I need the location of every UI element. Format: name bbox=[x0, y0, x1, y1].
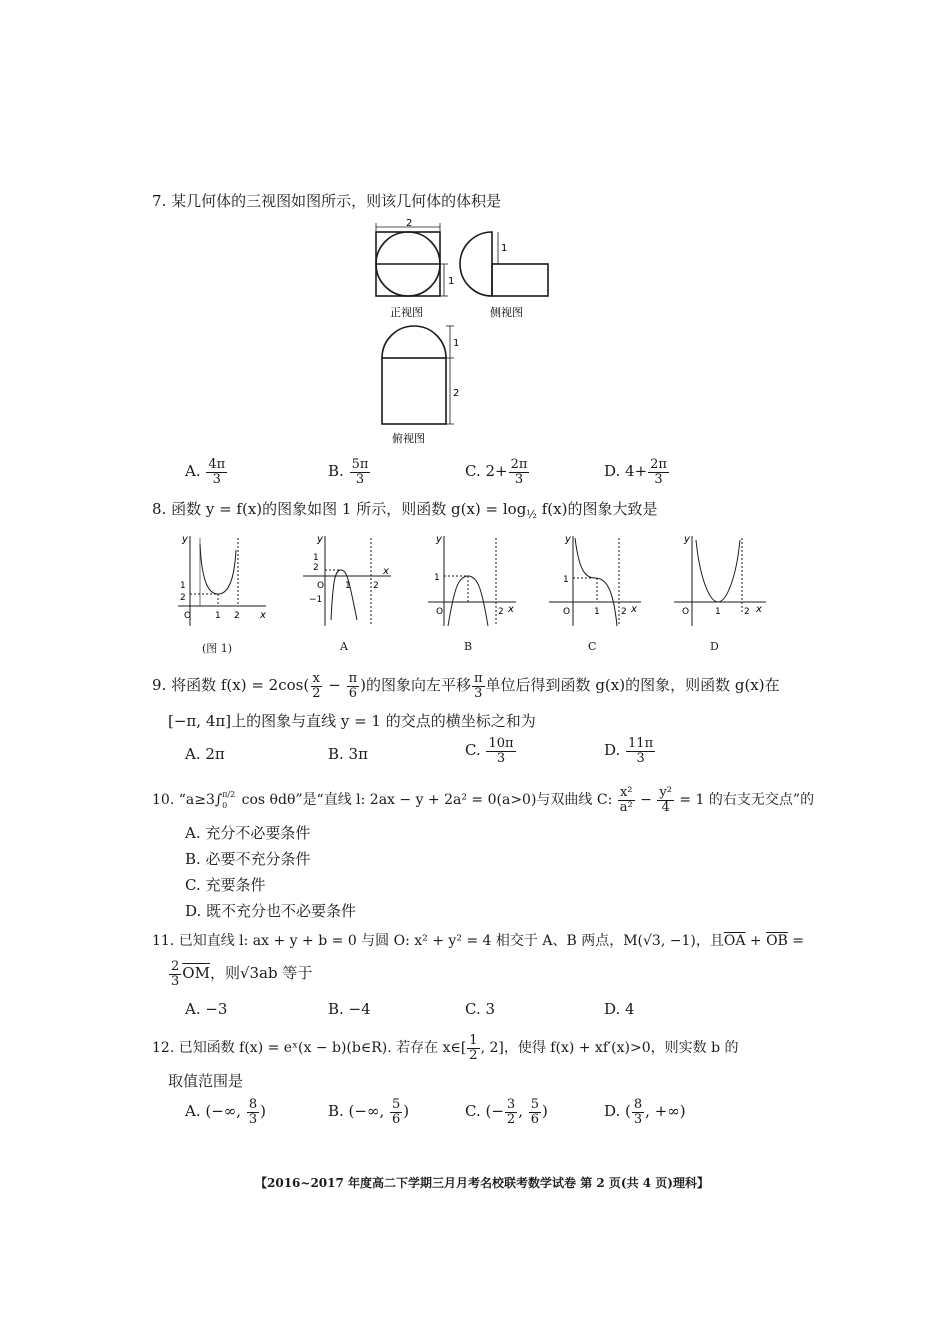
q11-option-a[interactable]: A. −3 bbox=[185, 1000, 228, 1018]
q12-option-c[interactable]: C. (− $\frac{3}{2}$ , $\frac{5}{6}$ ) bbox=[465, 1097, 548, 1127]
q8-graph-c[interactable] bbox=[545, 530, 645, 630]
side-view bbox=[460, 232, 548, 296]
q10-stem: 10. “a≥3∫ π/2 0 cos θdθ”是“直线 l: 2ax − y + 2a² = 0(a>0)与双曲线 C: $\frac{\text{x²}}{\text{a²}}$ − $\frac{\text{y²}}{4}$ = 1 的右支无交点”的 bbox=[152, 785, 815, 815]
front-view bbox=[376, 232, 440, 296]
q10-option-d[interactable]: D. 既不充分也不必要条件 bbox=[185, 902, 357, 920]
q10-option-a[interactable]: A. 充分不必要条件 bbox=[185, 824, 311, 842]
front-view-label: 正视图 bbox=[390, 306, 423, 319]
q9-stem-line2: [−π, 4π]上的图象与直线 y = 1 的交点的横坐标之和为 bbox=[168, 712, 536, 730]
top-view bbox=[382, 326, 446, 424]
q8-graph-b[interactable] bbox=[420, 530, 520, 630]
svg-text:y: y bbox=[565, 534, 571, 545]
svg-text:y: y bbox=[436, 534, 442, 545]
svg-text:2: 2 bbox=[621, 607, 627, 617]
q10-option-b[interactable]: B. 必要不充分条件 bbox=[185, 850, 311, 868]
q11-option-b[interactable]: B. −4 bbox=[328, 1000, 371, 1018]
svg-text:1: 1 bbox=[180, 581, 186, 591]
svg-text:O: O bbox=[563, 607, 571, 617]
q7-option-d[interactable]: D. 4+ $\frac{2\pi}{3}$ bbox=[604, 457, 667, 487]
q12-option-a[interactable]: A. (−∞, $\frac{8}{3}$ ) bbox=[185, 1097, 266, 1127]
q9-option-d[interactable]: D. $\frac{11\pi}{3}$ bbox=[604, 736, 654, 766]
q12-option-d[interactable]: D. ( $\frac{8}{3}$ , +∞) bbox=[604, 1097, 686, 1127]
svg-text:O: O bbox=[317, 581, 325, 591]
dim-h4: 2 bbox=[453, 388, 460, 399]
q7-three-view-figure bbox=[340, 218, 570, 450]
q9-option-a[interactable]: A. 2π bbox=[185, 745, 225, 763]
svg-text:2: 2 bbox=[313, 563, 319, 573]
svg-text:1: 1 bbox=[715, 607, 721, 617]
q7-option-a[interactable]: A. $\frac{4\pi}{3}$ bbox=[185, 457, 226, 487]
side-view-label: 侧视图 bbox=[490, 306, 523, 319]
q12-option-b[interactable]: B. (−∞, $\frac{5}{6}$ ) bbox=[328, 1097, 410, 1127]
dim-h2: 1 bbox=[501, 243, 508, 254]
q12-stem-line2: 取值范围是 bbox=[168, 1072, 244, 1090]
q12-stem: 12. 已知函数 f(x) = eˣ(x − b)(b∈R). 若存在 x∈[ $\frac{1}{2}$ , 2]，使得 f(x) + xf′(x)>0，则实数 b 的 bbox=[152, 1033, 739, 1063]
q11-stem-line2: $\frac{2}{3}$ $\overline{OM}$，则√3ab 等于 bbox=[171, 959, 313, 989]
svg-text:1: 1 bbox=[345, 581, 351, 591]
svg-text:x: x bbox=[383, 566, 389, 577]
svg-text:2: 2 bbox=[180, 593, 186, 603]
q8-figure-1 bbox=[170, 530, 270, 630]
svg-text:2: 2 bbox=[234, 611, 240, 621]
graph-d-caption: D bbox=[710, 640, 719, 653]
svg-text:x: x bbox=[756, 604, 762, 615]
svg-text:y: y bbox=[317, 534, 323, 545]
q10-option-c[interactable]: C. 充要条件 bbox=[185, 876, 266, 894]
dim-width: 2 bbox=[406, 218, 413, 229]
q7-option-b[interactable]: B. $\frac{5\pi}{3}$ bbox=[328, 457, 369, 487]
svg-text:O: O bbox=[436, 607, 444, 617]
q8-stem: 8. 函数 y = f(x)的图象如图 1 所示，则函数 $g(x) = \log_{\frac{1}{2}} f(x)$的图象大致是 bbox=[152, 500, 658, 521]
svg-text:O: O bbox=[682, 607, 690, 617]
svg-text:x: x bbox=[508, 604, 514, 615]
q9-option-b[interactable]: B. 3π bbox=[328, 745, 368, 763]
q7-option-c[interactable]: C. 2+ $\frac{2\pi}{3}$ bbox=[465, 457, 528, 487]
q11-option-c[interactable]: C. 3 bbox=[465, 1000, 496, 1018]
dim-h3: 1 bbox=[453, 338, 460, 349]
dim-h1: 1 bbox=[448, 276, 455, 287]
svg-text:2: 2 bbox=[744, 607, 750, 617]
svg-text:O: O bbox=[184, 611, 192, 621]
svg-text:1: 1 bbox=[215, 611, 221, 621]
q11-stem: 11. 已知直线 l: ax + y + b = 0 与圆 O: x² + y² = 4 相交于 A、B 两点，M(√3, −1)，且$\overline{OA} + \overline{OB}$ = bbox=[152, 933, 805, 949]
svg-text:y: y bbox=[182, 534, 188, 545]
svg-text:1: 1 bbox=[594, 607, 600, 617]
svg-text:x: x bbox=[631, 604, 637, 615]
q8-graph-a[interactable] bbox=[295, 530, 395, 630]
graph-a-caption: A bbox=[340, 640, 348, 653]
svg-text:1: 1 bbox=[313, 553, 319, 563]
q8-graph-d[interactable] bbox=[670, 530, 770, 630]
graph-b-caption: B bbox=[464, 640, 473, 653]
graph-c-caption: C bbox=[588, 640, 597, 653]
svg-text:−1: −1 bbox=[309, 595, 323, 605]
q9-option-c[interactable]: C. $\frac{10\pi}{3}$ bbox=[465, 736, 514, 766]
top-view-label: 俯视图 bbox=[392, 432, 425, 445]
svg-text:y: y bbox=[684, 534, 690, 545]
svg-text:2: 2 bbox=[373, 581, 379, 591]
svg-text:x: x bbox=[260, 610, 266, 621]
svg-text:1: 1 bbox=[434, 573, 440, 583]
q11-option-d[interactable]: D. 4 bbox=[604, 1000, 635, 1018]
fig1-caption: (图 1) bbox=[202, 642, 233, 655]
svg-text:2: 2 bbox=[498, 607, 504, 617]
page-footer: 【2016~2017 年度高二下学期三月月考名校联考数学试卷 第 2 页(共 4 页)理科】 bbox=[255, 1176, 709, 1190]
q7-stem: 7. 某几何体的三视图如图所示，则该几何体的体积是 bbox=[152, 192, 502, 210]
q9-stem: 9. 将函数 f(x) = 2cos( $\frac{x}{2}$ − $\frac{\pi}{6}$ )的图象向左平移 $\frac{\pi}{3}$ 单位后得到函数 g(x)的图象，则函数 g(x)在 bbox=[152, 671, 780, 701]
svg-text:1: 1 bbox=[563, 575, 569, 585]
